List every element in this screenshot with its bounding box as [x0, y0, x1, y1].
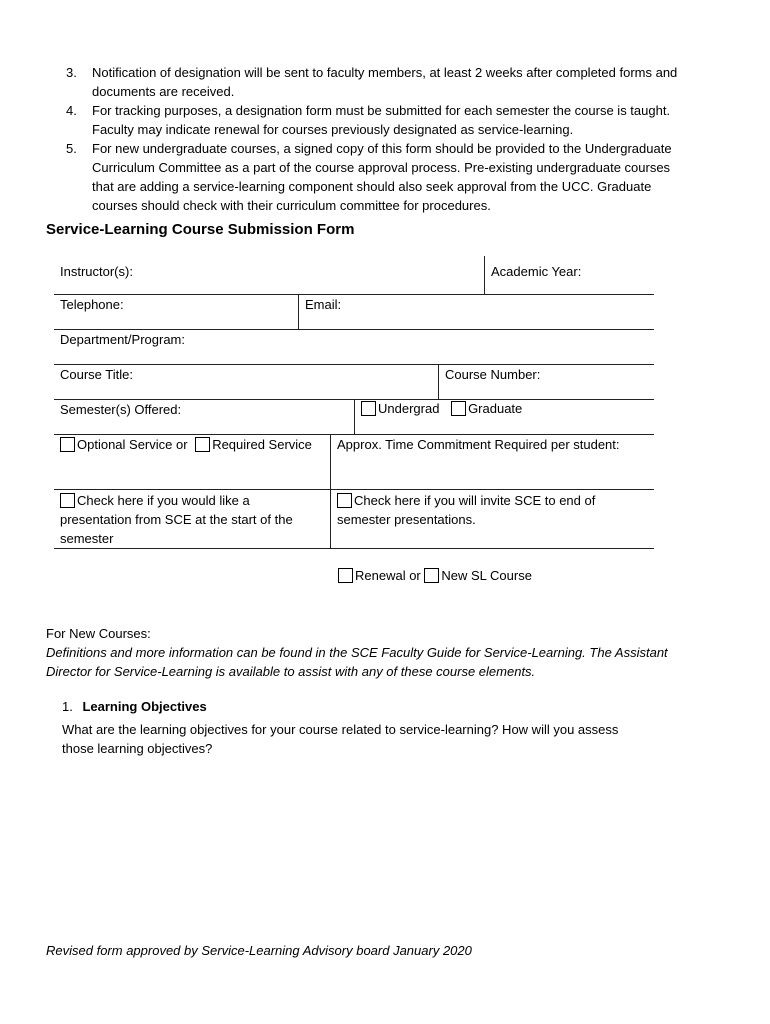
footer-revision-note: Revised form approved by Service-Learning Advisory board January 2020	[46, 943, 472, 958]
course-number-label: Course Number:	[445, 367, 541, 382]
list-text: documents are received.	[92, 84, 235, 99]
time-commitment-field[interactable]	[330, 434, 654, 489]
presentation-start-text: presentation from SCE at the start of the	[60, 512, 293, 527]
new-courses-heading: For New Courses:	[46, 626, 151, 641]
list-text: For new undergraduate courses, a signed copy of this form should be provided to the Undergraduate	[92, 141, 672, 156]
list-text: that are adding a service-learning component should also seek approval from the UCC. Graduate	[92, 179, 652, 194]
renewal-checkbox[interactable]	[338, 568, 353, 583]
undergrad-checkbox[interactable]	[361, 401, 376, 416]
new-courses-text: Definitions and more information can be found in the SCE Faculty Guide for Service-Learning. The Assistant	[46, 645, 668, 660]
presentation-start-checkbox[interactable]	[60, 493, 75, 508]
graduate-checkbox[interactable]	[451, 401, 466, 416]
department-field[interactable]	[54, 329, 654, 364]
instructors-label: Instructor(s):	[60, 264, 133, 279]
lo-question: What are the learning objectives for your course related to service-learning? How will you assess	[62, 722, 619, 737]
form-row-service	[54, 434, 654, 490]
new-courses-text: Director for Service-Learning is available to assist with any of these course elements.	[46, 664, 536, 679]
list-text: Faculty may indicate renewal for courses previously designated as service-learning.	[92, 122, 574, 137]
list-text: Curriculum Committee as a part of the course approval process. Pre-existing undergraduate courses	[92, 160, 671, 175]
email-label: Email:	[305, 297, 342, 312]
new-sl-course-label: New SL Course	[441, 568, 532, 583]
renewal-options	[338, 568, 532, 583]
graduate-label: Graduate	[468, 401, 523, 416]
course-number-field[interactable]	[438, 364, 654, 399]
time-commitment-label: Approx. Time Commitment Required per student:	[337, 437, 620, 452]
required-service-checkbox[interactable]	[195, 437, 210, 452]
academic-year-label: Academic Year:	[491, 264, 582, 279]
new-sl-course-checkbox[interactable]	[424, 568, 439, 583]
list-item	[66, 63, 736, 101]
list-number: 4.	[66, 103, 77, 118]
instructors-field[interactable]	[54, 256, 484, 294]
telephone-label: Telephone:	[60, 297, 124, 312]
list-number: 5.	[66, 141, 77, 156]
presentation-start-text: semester	[60, 531, 114, 546]
undergrad-label: Undergrad	[378, 401, 440, 416]
semesters-label: Semester(s) Offered:	[60, 402, 182, 417]
new-courses-section	[46, 624, 726, 681]
learning-objectives-section	[62, 697, 682, 758]
presentation-end-checkbox[interactable]	[337, 493, 352, 508]
presentation-start-text: Check here if you would like a	[77, 493, 250, 508]
course-title-label: Course Title:	[60, 367, 133, 382]
presentation-end-text: semester presentations.	[337, 512, 476, 527]
intro-list	[66, 63, 736, 215]
required-service-label: Required Service	[212, 437, 312, 452]
list-item	[66, 139, 736, 215]
form-row-contact	[54, 294, 654, 330]
form-row-semester	[54, 399, 654, 435]
email-field[interactable]	[298, 294, 654, 329]
form-row-presentations	[54, 489, 654, 549]
optional-service-checkbox[interactable]	[60, 437, 75, 452]
list-number: 3.	[66, 65, 77, 80]
presentation-end-text: Check here if you will invite SCE to end of	[354, 493, 596, 508]
list-text: For tracking purposes, a designation form must be submitted for each semester the course is taught.	[92, 103, 671, 118]
list-text: courses should check with their curriculum committee for procedures.	[92, 198, 491, 213]
form-row-course	[54, 364, 654, 400]
telephone-field[interactable]	[54, 294, 298, 329]
form-row-department	[54, 329, 654, 365]
lo-number: 1.	[62, 699, 73, 714]
lo-question: those learning objectives?	[62, 741, 213, 756]
renewal-label: Renewal or	[355, 568, 421, 583]
form-row-instructor	[54, 256, 654, 295]
list-text: Notification of designation will be sent to faculty members, at least 2 weeks after completed forms and	[92, 65, 678, 80]
optional-service-label: Optional Service or	[77, 437, 188, 452]
list-item	[66, 101, 736, 139]
lo-heading: Learning Objectives	[82, 699, 207, 714]
form-title: Service-Learning Course Submission Form	[46, 221, 355, 238]
department-label: Department/Program:	[60, 332, 185, 347]
course-title-field[interactable]	[54, 364, 438, 399]
academic-year-field[interactable]	[484, 256, 654, 294]
